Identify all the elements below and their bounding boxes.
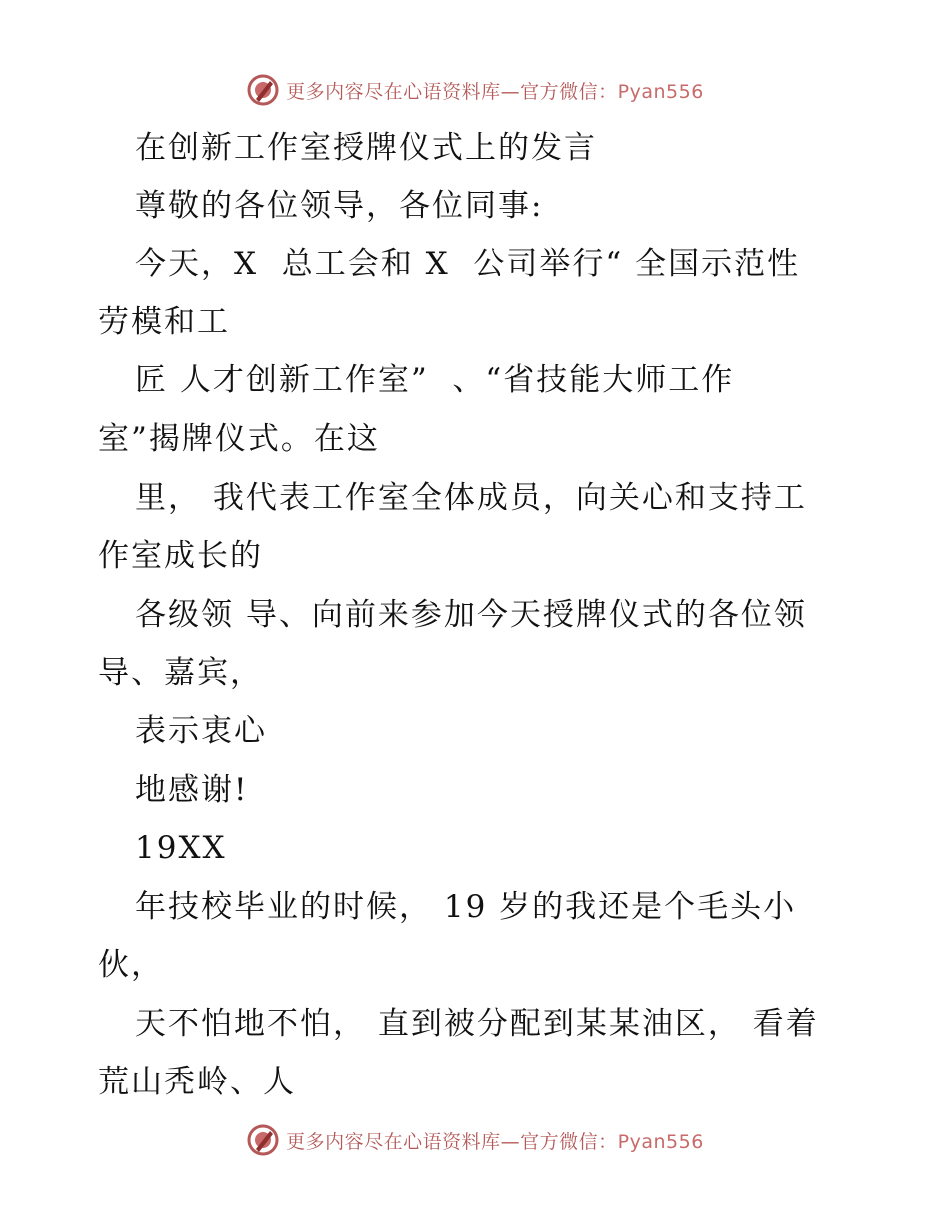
salutation: 尊敬的各位领导，各位同事: bbox=[135, 188, 544, 224]
watermark-text: 更多内容尽在心语资料库—官方微信：Pyan556 bbox=[286, 80, 704, 103]
paragraph-line: 表示衷心 bbox=[135, 713, 267, 749]
paragraph-line: 室”揭牌仪式。在这 bbox=[98, 421, 380, 457]
header-watermark bbox=[0, 70, 950, 110]
paragraph-line: 今天，X 总工会和 X 公司举行“ 全国示范性 bbox=[135, 246, 801, 282]
paragraph-line: 各级领 导、向前来参加今天授牌仪式的各位领 bbox=[135, 597, 807, 633]
paragraph-line: 年技校毕业的时候， 19 岁的我还是个毛头小 bbox=[135, 889, 797, 925]
paragraph-line: 匠 人才创新工作室” 、“省技能大师工作 bbox=[135, 362, 735, 398]
paragraph-line: 劳模和工 bbox=[98, 304, 230, 340]
paragraph-line: 伙， bbox=[98, 947, 164, 983]
pen-nib-seal-icon bbox=[246, 73, 280, 107]
paragraph-line: 地感谢! bbox=[135, 772, 249, 808]
paragraph-line: 里， 我代表工作室全体成员，向关心和支持工 bbox=[135, 480, 807, 516]
paragraph-line: 导、嘉宾， bbox=[98, 655, 263, 691]
paragraph-line: 19XX bbox=[135, 830, 227, 866]
paragraph-line: 天不怕地不怕， 直到被分配到某某油区， 看着 bbox=[135, 1006, 819, 1042]
paragraph-line: 作室成长的 bbox=[98, 538, 263, 574]
pen-nib-seal-icon bbox=[246, 1123, 280, 1157]
paragraph-line: 荒山秃岭、人 bbox=[98, 1064, 296, 1100]
watermark-text: 更多内容尽在心语资料库—官方微信：Pyan556 bbox=[286, 1130, 704, 1153]
document-title: 在创新工作室授牌仪式上的发言 bbox=[135, 130, 597, 166]
footer-watermark bbox=[0, 1120, 950, 1160]
